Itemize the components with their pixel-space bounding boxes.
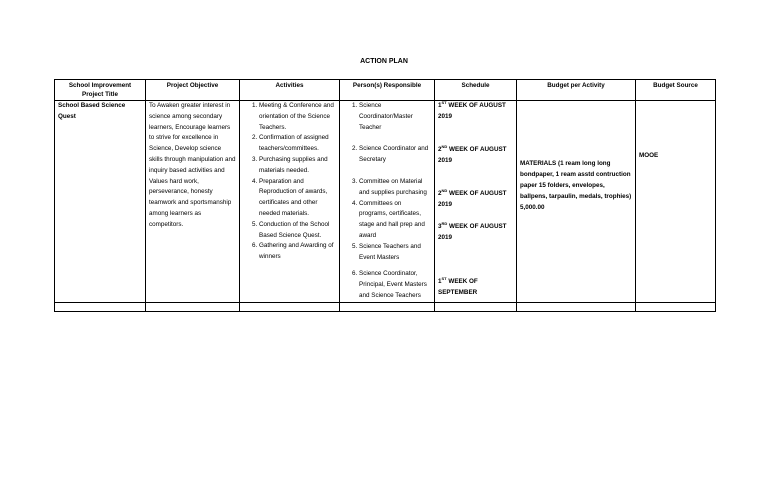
budget-source-text: MOOE	[639, 152, 659, 160]
project-title-cell: School Based Science Quest	[55, 101, 146, 303]
table-row-empty	[55, 302, 716, 311]
header-budget-source: Budget Source	[636, 80, 716, 101]
responsible-cell	[340, 101, 435, 303]
schedule-cell	[435, 101, 517, 303]
list-item: 4. Preparation and Reproduction of awards, certificates and other needed materials.	[259, 177, 336, 220]
header-activities: Activities	[240, 80, 340, 101]
schedule-item: 1ST WEEK OF SEPTEMBER	[438, 275, 478, 296]
budget-cell	[517, 101, 636, 303]
schedule-item: 2ND WEEK OF AUGUST 2019	[438, 187, 507, 208]
schedule-item: 3RD WEEK OF AUGUST 2019	[438, 220, 507, 241]
header-schedule: Schedule	[435, 80, 517, 101]
header-project-title: School Improvement Project Title	[55, 80, 146, 101]
activities-list	[243, 101, 336, 263]
list-item: 1. Meeting & Conference and orientation of the Science Teachers.	[259, 101, 336, 133]
schedule-item: 1ST WEEK OF AUGUST 2019	[438, 99, 506, 120]
schedule-item: 2ND WEEK OF AUGUST 2019	[438, 143, 507, 164]
header-project-objective: Project Objective	[146, 80, 240, 101]
list-item: 3. Committee on Material and supplies purchasing	[359, 177, 431, 199]
action-plan-table	[54, 79, 716, 312]
list-item: 2. Science Coordinator and Secretary	[359, 144, 431, 166]
header-persons-responsible: Person(s) Responsible	[340, 80, 435, 101]
table-row	[55, 101, 716, 303]
table-header-row	[55, 80, 716, 101]
list-item: 1. Science Coordinator/Master Teacher	[359, 101, 431, 133]
list-item: 2. Confirmation of assigned teachers/committees.	[259, 133, 336, 155]
list-item: 6. Gathering and Awarding of winners	[259, 241, 336, 263]
responsible-list	[343, 101, 431, 302]
list-item: 3. Purchasing supplies and materials needed.	[259, 155, 336, 177]
list-item: 4. Committees on programs, certificates, stage and hall prep and award	[359, 199, 431, 242]
budget-source-cell	[636, 101, 716, 303]
document-title: ACTION PLAN	[360, 58, 408, 65]
header-budget-per-activity: Budget per Activity	[517, 80, 636, 101]
list-item: 6. Science Coordinator, Principal, Event Masters and Science Teachers	[359, 269, 431, 301]
objective-cell: To Awaken greater interest in science among secondary learners, Encourage learners to strive for excellence in Science, Develop science skills through manipulation and inquiry based activities and Values hard work, perseverance, honesty teamwork and sportsmanship among learners as competitors.	[146, 101, 240, 303]
budget-text: MATERIALS (1 ream long long bondpaper, 1 ream asstd contruction paper 15 folders, envelopes, ballpens, tarpaulin, medals, trophies) 5,000.00	[520, 160, 632, 211]
list-item: 5. Conduction of the School Based Science Quest.	[259, 220, 336, 242]
activities-cell	[240, 101, 340, 303]
list-item: 5. Science Teachers and Event Masters	[359, 242, 431, 264]
